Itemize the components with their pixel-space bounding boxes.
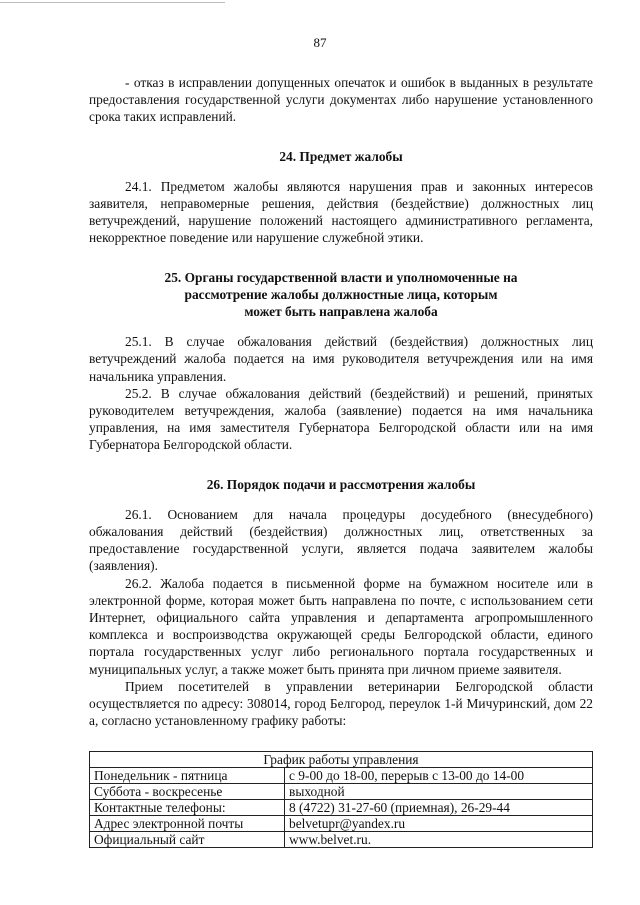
document-body (89, 74, 593, 848)
schedule-label-weekend: Суббота - воскресенье (90, 783, 285, 799)
table-row (90, 831, 593, 847)
table-row (90, 815, 593, 831)
schedule-value-email: belvetupr@yandex.ru (285, 815, 593, 831)
schedule-table (89, 751, 593, 848)
schedule-header: График работы управления (90, 751, 593, 767)
paragraph-26-1: 26.1. Основанием для начала процедуры досудебного (внесудебного) обжалования действий (бездействия) должностных лиц, ответственных за предоставление государственной услуги, является подача заявителем жалобы (заявления). (89, 506, 593, 574)
table-row (90, 767, 593, 783)
section-25-title-line-2: рассмотрение жалобы должностные лица, которым (184, 286, 498, 302)
schedule-header-row (90, 751, 593, 767)
paragraph-26-2: 26.2. Жалоба подается в письменной форме на бумажном носителе или в электронной форме, которая может быть направлена по почте, с использованием сети Интернет, официального сайта управления и департамента агропромышленного комплекса и воспроизводства окружающей среды Белгородской области, единого портала государственных услуг либо регионального портала государственных и муниципальных услуг, а также может быть принята при личном приеме заявителя. (89, 575, 593, 677)
section-25-title-line-1: 25. Органы государственной власти и уполномоченные на (164, 269, 518, 285)
schedule-label-phones: Контактные телефоны: (90, 799, 285, 815)
schedule-label-website: Официальный сайт (90, 831, 285, 847)
table-row (90, 799, 593, 815)
paragraph-25-1: 25.1. В случае обжалования действий (бездействия) должностных лиц ветучреждений жалоба подается на имя руководителя ветучреждения или на имя начальника управления. (89, 334, 593, 384)
paragraph-24-1: 24.1. Предметом жалобы являются нарушения прав и законных интересов заявителя, неправомерные решения, действия (бездействие) должностных лиц ветучреждений, нарушение положений настоящего административного регламента, некорректное поведение или нарушение служебной этики. (89, 178, 593, 246)
scan-edge-line (0, 2, 225, 3)
schedule-value-website: www.belvet.ru. (285, 831, 593, 847)
section-25-title (89, 269, 593, 321)
intro-paragraph: - отказ в исправлении допущенных опечаток и ошибок в выданных в результате предоставления государственной услуги документах либо нарушение установленного срока таких исправлений. (89, 75, 593, 125)
paragraph-25-2: 25.2. В случае обжалования действий (бездействий) и решений, принятых руководителем ветучреждения, жалоба (заявление) подается на имя начальника управления, на имя заместителя Губернатора Белгородской области или на имя Губернатора Белгородской области. (89, 385, 593, 453)
section-25-title-line-3: может быть направлена жалоба (244, 304, 438, 320)
section-24-title: 24. Предмет жалобы (279, 148, 403, 164)
section-26-title: 26. Порядок подачи и рассмотрения жалобы (206, 476, 476, 492)
schedule-label-weekdays: Понедельник - пятница (90, 767, 285, 783)
schedule-value-weekdays: с 9-00 до 18-00, перерыв с 13-00 до 14-00 (285, 767, 593, 783)
schedule-label-email: Адрес электронной почты (90, 815, 285, 831)
table-row (90, 783, 593, 799)
schedule-value-weekend: выходной (285, 783, 593, 799)
paragraph-reception: Прием посетителей в управлении ветеринарии Белгородской области осуществляется по адресу: 308014, город Белгород, переулок 1-й Мичуринский, дом 22 а, согласно установленному графику работы: (89, 678, 593, 729)
schedule-value-phones: 8 (4722) 31-27-60 (приемная), 26-29-44 (285, 799, 593, 815)
page-number: 87 (313, 35, 327, 50)
